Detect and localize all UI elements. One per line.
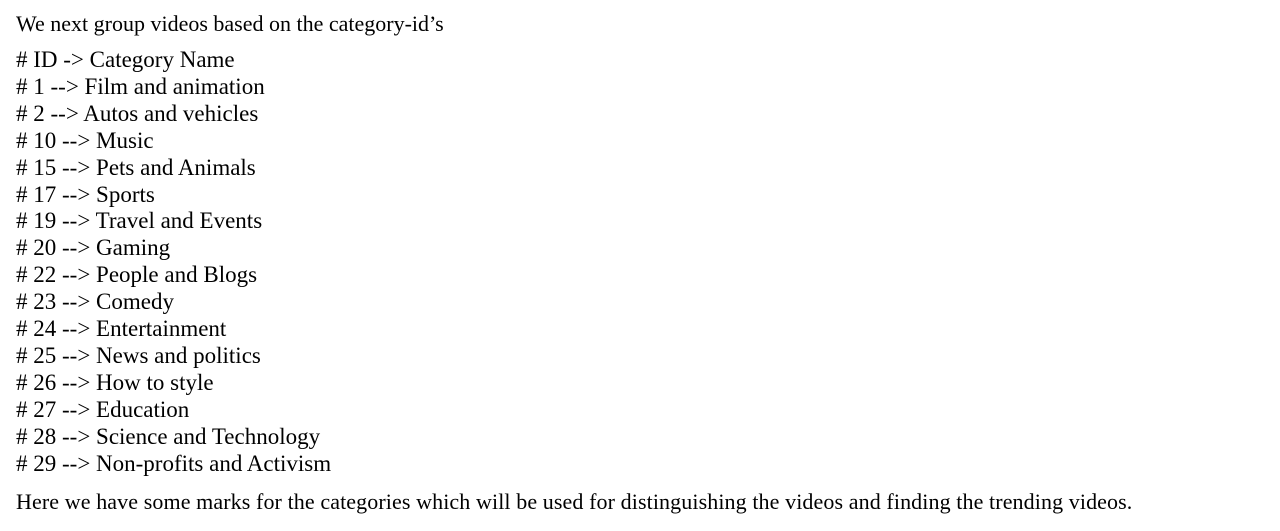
category-item: # 2 --> Autos and vehicles (16, 100, 259, 126)
category-id-list (16, 47, 331, 478)
category-item: # 19 --> Travel and Events (16, 208, 263, 234)
category-item: # 29 --> Non-profits and Activism (16, 450, 332, 476)
category-item: # 27 --> Education (16, 396, 190, 422)
category-item: # 17 --> Sports (16, 181, 155, 207)
category-item: # 24 --> Entertainment (16, 316, 227, 342)
category-item: # 25 --> News and politics (16, 342, 261, 368)
category-item: # 23 --> Comedy (16, 289, 174, 315)
category-item: # 28 --> Science and Technology (16, 423, 321, 449)
intro-paragraph: We next group videos based on the category-id’s (16, 11, 444, 36)
category-item: # 10 --> Music (16, 127, 154, 153)
category-item: # 1 --> Film and animation (16, 73, 265, 99)
category-item: # 22 --> People and Blogs (16, 262, 258, 288)
closing-paragraph: Here we have some marks for the categories which will be used for distinguishing the videos and finding the trending videos. (16, 489, 1133, 514)
category-item: # 20 --> Gaming (16, 235, 171, 261)
category-item: # 15 --> Pets and Animals (16, 154, 256, 180)
category-list-header: # ID -> Category Name (16, 47, 235, 72)
category-item: # 26 --> How to style (16, 369, 214, 395)
